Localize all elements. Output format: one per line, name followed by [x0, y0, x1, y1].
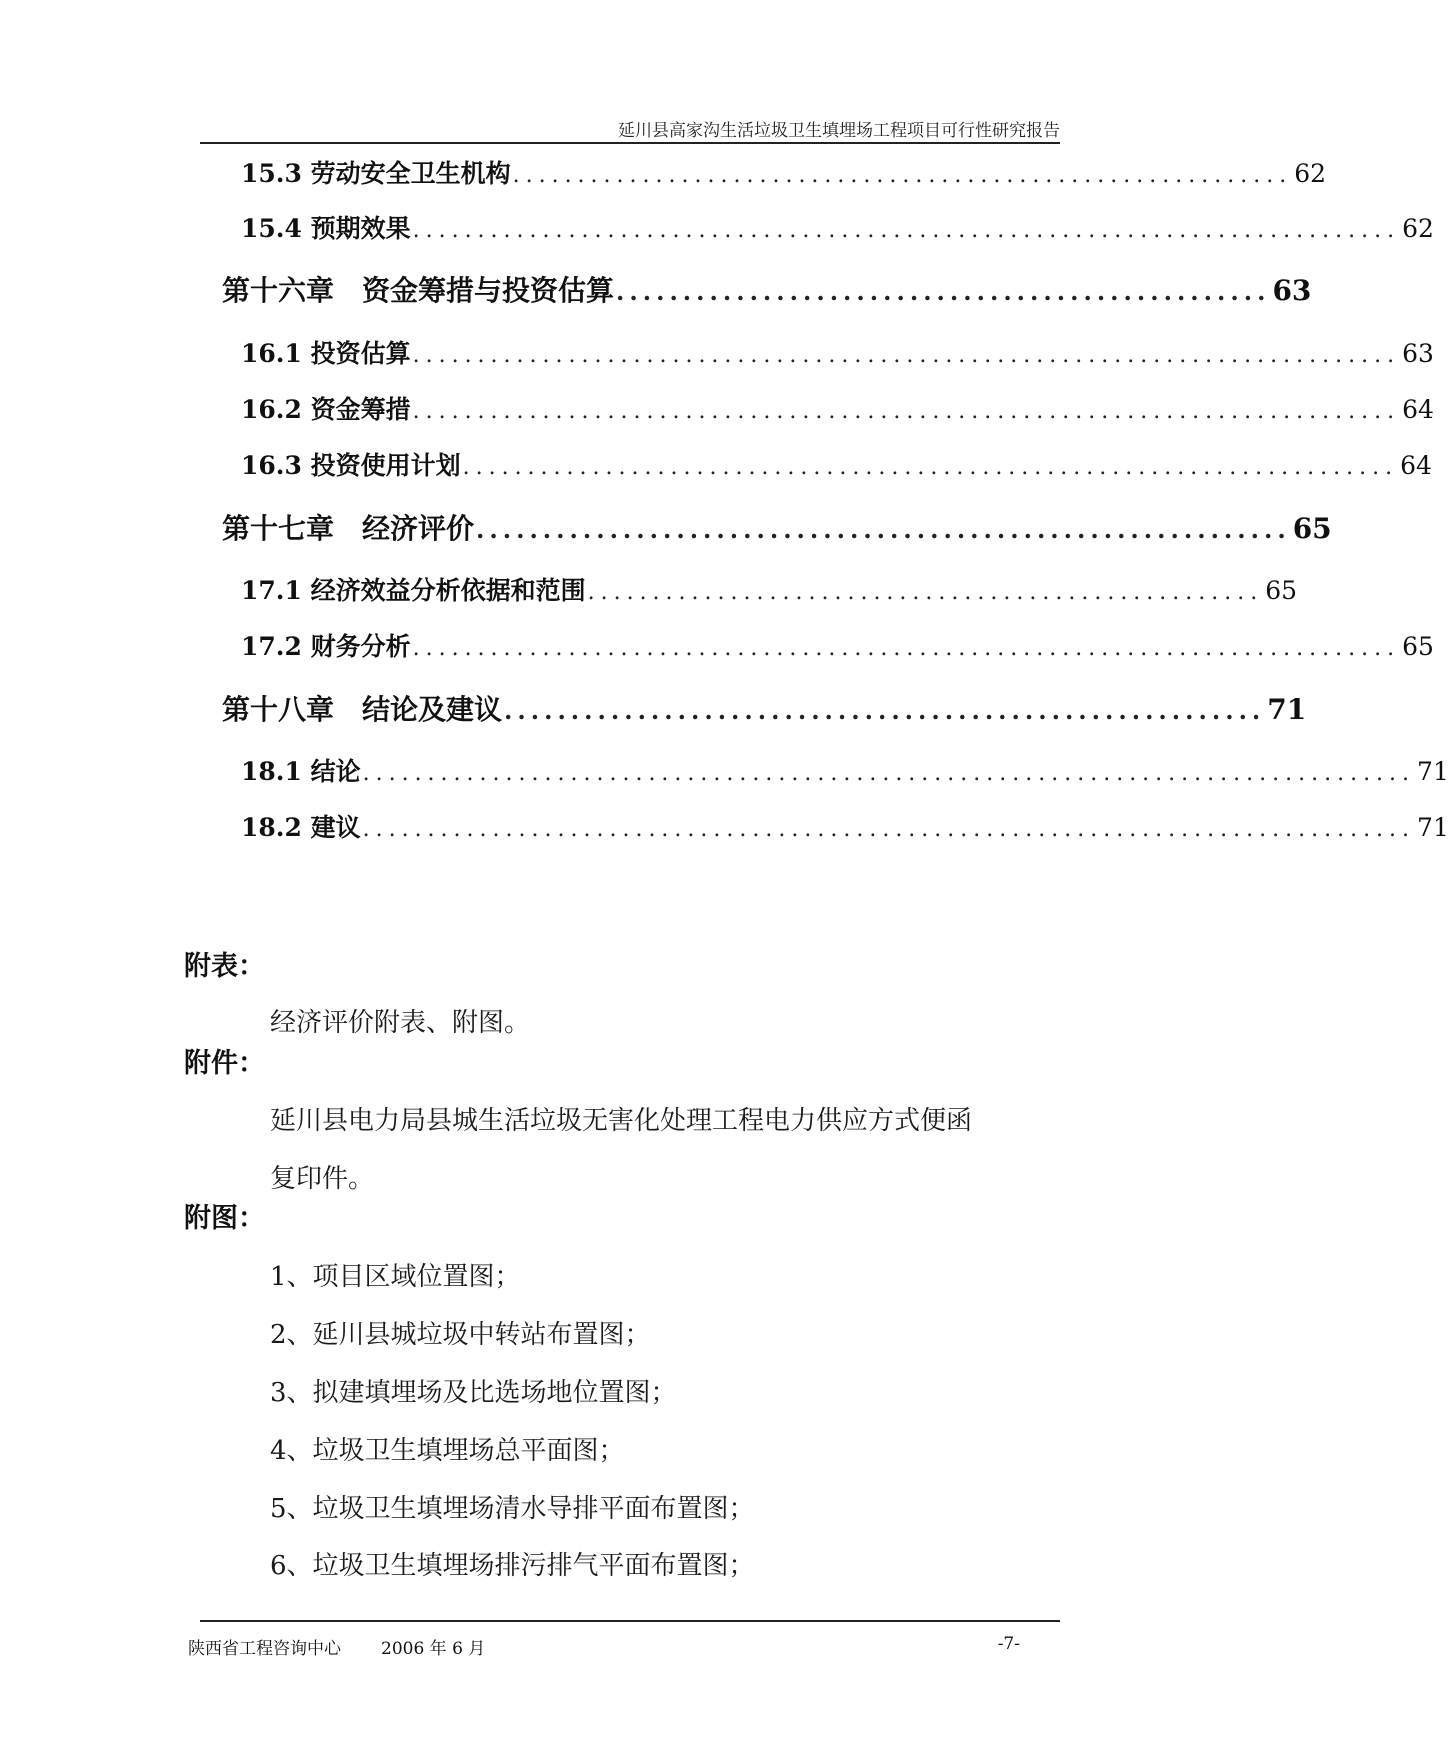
attachments-line: 延川县电力局县城生活垃圾无害化处理工程电力供应方式便函	[270, 1106, 973, 1136]
header-title: 延川县高家沟生活垃圾卫生填埋场工程项目可行性研究报告	[618, 121, 1060, 141]
toc-entry-title: 18.2 建议	[241, 813, 361, 842]
toc-leader-dots: ............................................................................	[412, 343, 1401, 368]
toc-entry-title: 15.4 预期效果	[241, 214, 411, 243]
toc-chapter-page: 63	[1272, 274, 1312, 307]
toc-entry-title: 16.2 资金筹措	[241, 395, 411, 424]
toc-chapter-page: 71	[1267, 693, 1307, 726]
toc-leader-dots: ............................................................................	[412, 636, 1401, 661]
toc-entry-page: 65	[1265, 576, 1298, 605]
toc-leader-dots: ....................................................	[587, 580, 1264, 605]
footer-page-number: -7-	[997, 1634, 1020, 1654]
page-header	[200, 112, 1060, 144]
toc-entry-page: 62	[1402, 214, 1434, 243]
toc-chapter-title: 第十六章 资金筹措与投资估算	[222, 274, 615, 307]
toc-entry-title: 15.3 劳动安全卫生机构	[241, 159, 511, 188]
footer-info	[188, 1634, 485, 1659]
toc-entry[interactable]	[241, 334, 1434, 370]
footer-org: 陕西省工程咨询中心	[188, 1639, 341, 1659]
toc-entry-page: 64	[1400, 451, 1432, 480]
toc-entry-page: 63	[1402, 339, 1434, 368]
appendix-tables-label: 附表：	[184, 951, 265, 982]
toc-chapter[interactable]	[222, 507, 1332, 547]
attachments-line: 复印件。	[270, 1164, 375, 1194]
page-footer	[188, 1620, 1060, 1662]
toc-leader-dots: .............................................................	[476, 515, 1291, 544]
footer-date: 2006 年 6 月	[381, 1639, 486, 1659]
figure-list-item: 6、垃圾卫生填埋场排污排气平面布置图；	[270, 1551, 755, 1581]
figure-list-item: 3、拟建填埋场及比选场地位置图；	[270, 1378, 677, 1408]
toc-entry-title: 16.1 投资估算	[241, 339, 411, 368]
toc-leader-dots: .................................................................................	[362, 761, 1416, 786]
toc-entry[interactable]	[241, 571, 1298, 607]
figure-list-item: 1、项目区域位置图；	[270, 1262, 521, 1292]
toc-entry-page: 71	[1417, 757, 1449, 786]
figure-list-item: 5、垃圾卫生填埋场清水导排平面布置图；	[270, 1494, 755, 1524]
toc-entry-title: 16.3 投资使用计划	[241, 451, 461, 480]
toc-entry[interactable]	[241, 154, 1326, 190]
toc-leader-dots: ........................................................................	[462, 455, 1399, 480]
figure-list-item: 4、垃圾卫生填埋场总平面图；	[270, 1436, 625, 1466]
toc-entry-page: 71	[1417, 813, 1449, 842]
toc-chapter-title: 第十七章 经济评价	[222, 512, 475, 545]
toc-chapter-page: 65	[1292, 512, 1332, 545]
toc-entry[interactable]	[241, 627, 1434, 663]
toc-entry[interactable]	[241, 446, 1432, 482]
toc-leader-dots: .................................................................................	[362, 817, 1416, 842]
toc-entry-page: 62	[1294, 159, 1326, 188]
toc-entry[interactable]	[241, 808, 1449, 844]
toc-leader-dots: ............................................................................	[412, 218, 1401, 243]
toc-entry-page: 64	[1402, 395, 1434, 424]
toc-chapter[interactable]	[222, 688, 1307, 728]
toc-entry[interactable]	[241, 209, 1434, 245]
figures-label: 附图：	[184, 1203, 265, 1234]
toc-entry[interactable]	[241, 390, 1434, 426]
toc-entry-page: 65	[1402, 632, 1434, 661]
appendix-tables-line: 经济评价附表、附图。	[270, 1008, 531, 1038]
toc-entry-title: 18.1 结论	[241, 757, 361, 786]
toc-entry-title: 17.2 财务分析	[241, 632, 411, 661]
toc-leader-dots: ............................................................	[512, 163, 1293, 188]
toc-leader-dots: .........................................................	[504, 696, 1266, 725]
toc-entry-title: 17.1 经济效益分析依据和范围	[241, 576, 586, 605]
figure-list-item: 2、延川县城垃圾中转站布置图；	[270, 1320, 651, 1350]
attachments-label: 附件：	[184, 1048, 265, 1079]
toc-chapter[interactable]	[222, 269, 1312, 309]
toc-chapter-title: 第十八章 结论及建议	[222, 693, 503, 726]
toc-leader-dots: ............................................................................	[412, 399, 1401, 424]
toc-entry[interactable]	[241, 752, 1449, 788]
toc-leader-dots: .................................................	[616, 277, 1271, 306]
